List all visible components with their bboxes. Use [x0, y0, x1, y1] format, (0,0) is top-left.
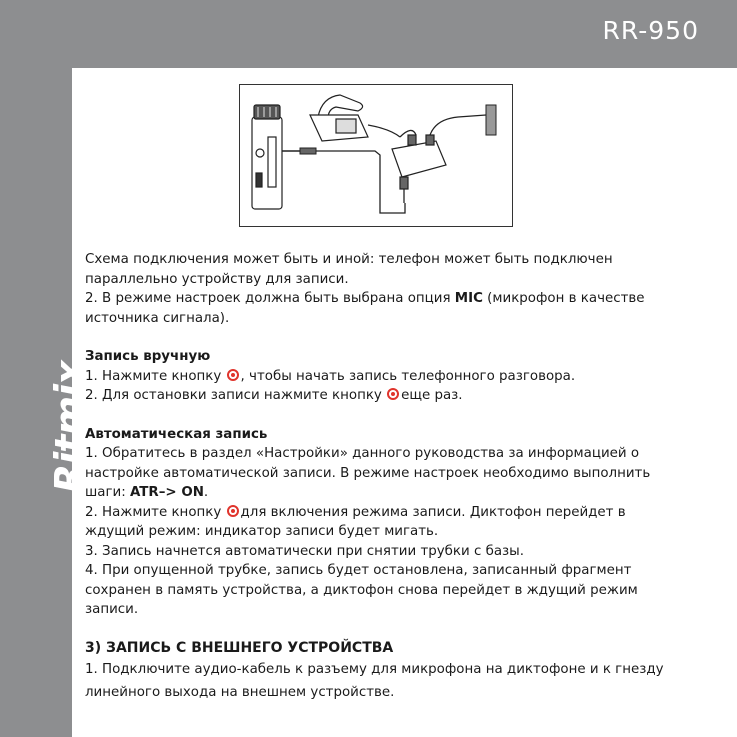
recorder-device-icon	[252, 105, 282, 209]
external-device-heading: 3) ЗАПИСЬ С ВНЕШНЕГО УСТРОЙСТВА	[85, 639, 394, 656]
record-button-icon	[387, 388, 399, 400]
external-step-1: 1. Подключите аудио-кабель к разъему для микрофона на диктофоне и к гнезду линейного выхода на внешнем устройстве.	[85, 662, 664, 700]
mic-option: MIC	[454, 291, 483, 306]
intro-text: Схема подключения может быть и иной: телефон может быть подключен параллельно устройству для записи.	[85, 252, 613, 287]
manual-step-1-start: 1. Нажмите кнопку	[85, 368, 226, 384]
manual-step-2-start: 2. Для остановки записи нажмите кнопку	[85, 388, 387, 403]
connection-diagram	[239, 84, 513, 227]
record-button-icon	[227, 369, 239, 381]
manual-step-2	[85, 386, 685, 406]
record-button-icon	[227, 505, 239, 517]
model-title: RR-950	[602, 16, 699, 45]
content	[85, 250, 685, 704]
auto-step-1-start: 1. Обратитесь в раздел «Настройки» данного руководства за информацией о настройке автоматической записи. В режиме настроек необходимо выполнить шаги:	[85, 446, 651, 500]
brand-logo: Ritmix	[47, 361, 91, 493]
intro-item-2-end: (микрофон в качестве источника сигнала).	[85, 291, 645, 326]
manual-step-2-end: еще раз.	[401, 388, 463, 403]
splitter-box-icon	[392, 135, 446, 189]
telephone-icon	[310, 95, 400, 141]
connection-diagram-illustration	[240, 85, 512, 226]
manual-recording-heading: Запись вручную	[85, 349, 211, 364]
auto-step-2	[85, 503, 685, 542]
intro-item-2	[85, 289, 685, 328]
auto-step-4: 4. При опущенной трубке, запись будет остановлена, записанный фрагмент сохранен в память устройства, а диктофон снова перейдет в ждущий режим записи.	[85, 563, 638, 617]
manual-step-1	[85, 367, 685, 387]
auto-recording-heading: Автоматическая запись	[85, 426, 268, 442]
auto-step-3: 3. Запись начнется автоматически при снятии трубки с базы.	[85, 543, 525, 559]
intro-item-2-start: 2. В режиме настроек должна быть выбрана опция	[85, 291, 455, 306]
auto-step-1	[85, 444, 685, 503]
auto-step-2-end: для включения режима записи. Диктофон перейдет в ждущий режим: индикатор записи будет мигать.	[85, 504, 626, 539]
sidebar-footer	[0, 663, 72, 737]
manual-step-1-end: , чтобы начать запись телефонного разговора.	[240, 368, 576, 384]
auto-step-1-end: .	[203, 485, 209, 500]
sidebar	[0, 68, 91, 663]
atr-setting: ATR–> ON	[129, 485, 204, 500]
auto-step-2-start: 2. Нажмите кнопку	[85, 504, 226, 520]
header-bar	[0, 0, 737, 68]
